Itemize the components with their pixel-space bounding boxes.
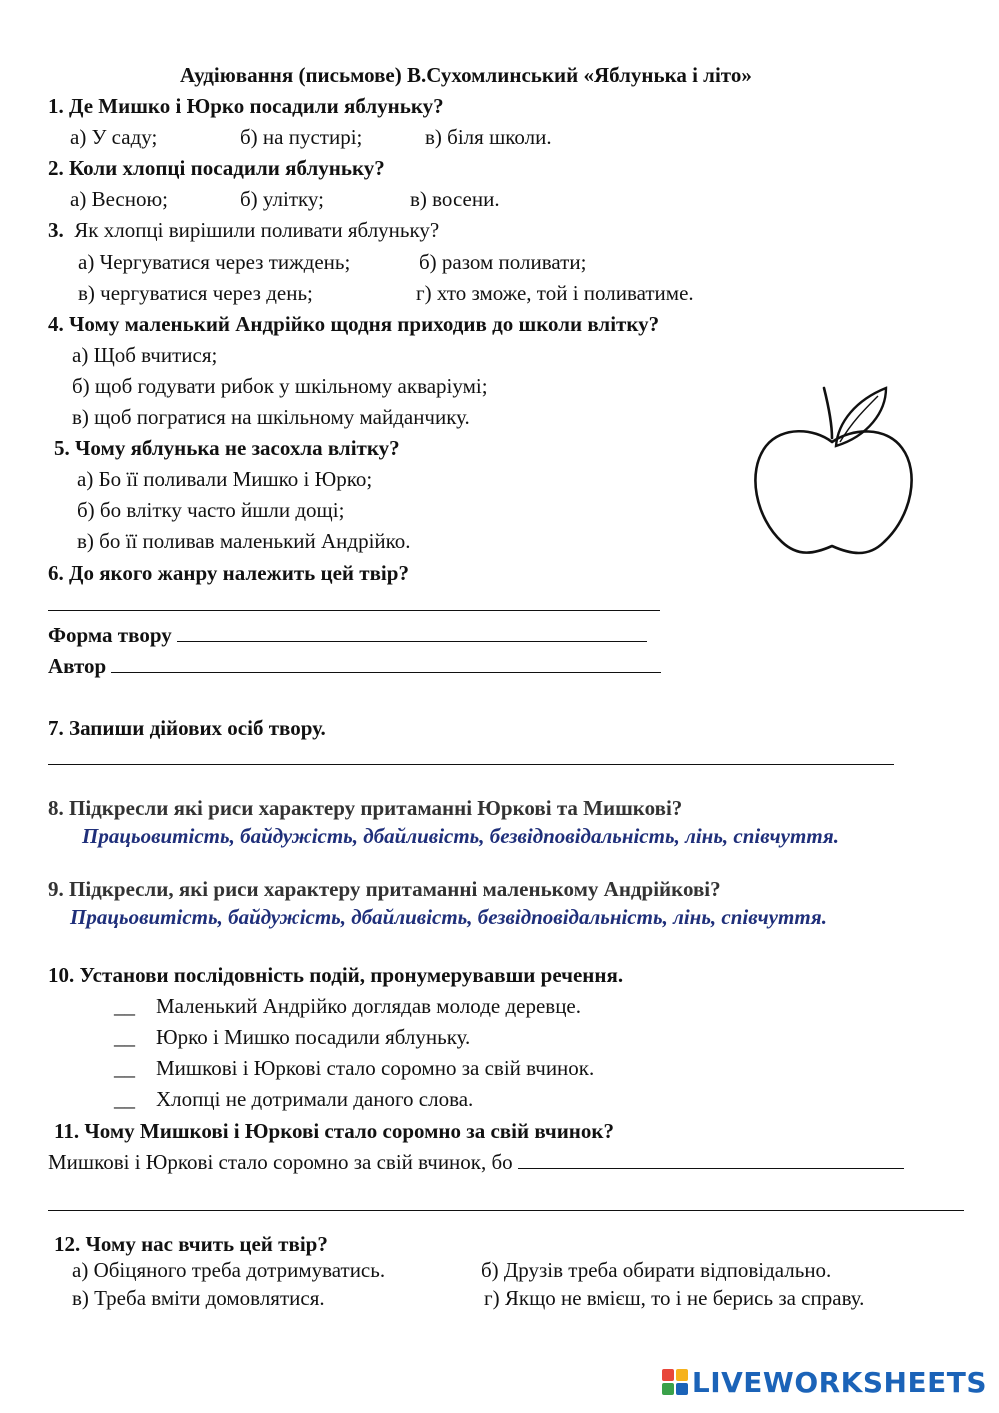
question-2-option-b: б) улітку; — [240, 187, 324, 211]
question-6-answer-line[interactable] — [48, 610, 660, 611]
question-1: 1. Де Мишко і Юрко посадили яблуньку? — [48, 94, 444, 118]
logo-text: LIVEWORKSHEETS — [691, 1365, 987, 1399]
question-2-option-a: а) Весною; — [70, 187, 168, 211]
question-5: 5. Чому яблунька не засохла влітку? — [54, 436, 400, 460]
sequence-text: Маленький Андрійко доглядав молоде деревце. — [156, 994, 582, 1018]
author-label: Автор — [48, 654, 107, 678]
question-3-text: Як хлопці вирішили поливати яблуньку? — [74, 218, 440, 242]
liveworksheets-logo — [662, 1365, 987, 1399]
question-12-option-b: б) Друзів треба обирати відповідально. — [481, 1258, 832, 1282]
question-10: 10. Установи послідовність подій, пронумерувавши речення. — [48, 963, 624, 987]
question-4: 4. Чому маленький Андрійко щодня приходив до школи влітку? — [48, 312, 660, 336]
question-5-option-b: б) бо влітку часто йшли дощі; — [77, 498, 345, 522]
question-8: 8. Підкресли які риси характеру притаманні Юркові та Мишкові? — [48, 796, 683, 820]
question-3-option-c: в) чергуватися через день; — [78, 281, 313, 305]
question-11-answer-start: Мишкові і Юркові стало соромно за свій вчинок, бо — [48, 1150, 513, 1174]
logo-mark-square — [676, 1369, 688, 1381]
question-3-number: 3. — [48, 218, 64, 242]
logo-mark-square — [662, 1383, 674, 1395]
question-9: 9. Підкресли, які риси характеру притаманні маленькому Андрійкові? — [48, 877, 721, 901]
question-3-option-a: а) Чергуватися через тиждень; — [78, 250, 351, 274]
sequence-text: Хлопці не дотримали даного слова. — [156, 1087, 474, 1111]
question-7-answer-line[interactable] — [48, 764, 894, 765]
form-label: Форма твору — [48, 623, 172, 647]
question-4-option-b: б) щоб годувати рибок у шкільному акваріумі; — [72, 374, 488, 398]
question-6: 6. До якого жанру належить цей твір? — [48, 561, 409, 585]
question-11-answer-line[interactable] — [518, 1150, 904, 1169]
question-1-option-b: б) на пустирі; — [240, 125, 363, 149]
question-5-option-a: а) Бо її поливали Мишко і Юрко; — [77, 467, 373, 491]
question-12-option-c: в) Треба вміти домовлятися. — [72, 1286, 325, 1310]
question-11: 11. Чому Мишкові і Юркові стало соромно за свій вчинок? — [54, 1119, 614, 1143]
sequence-text: Мишкові і Юркові стало соромно за свій вчинок. — [156, 1056, 595, 1080]
question-3 — [48, 217, 439, 243]
question-9-traits[interactable]: Працьовитість, байдужість, дбайливість, безвідповідальність, лінь, співчуття. — [70, 905, 827, 929]
question-7: 7. Запиши дійових осіб твору. — [48, 716, 326, 740]
logo-mark-square — [662, 1369, 674, 1381]
sequence-item — [114, 993, 581, 1019]
logo-mark-square — [676, 1383, 688, 1395]
question-2-option-c: в) восени. — [410, 187, 500, 211]
question-12-option-d: г) Якщо не вмієш, то і не берись за справу. — [484, 1286, 865, 1310]
sequence-blank[interactable]: __ — [114, 994, 135, 1018]
question-1-option-a: а) У саду; — [70, 125, 158, 149]
author-answer-line[interactable] — [111, 654, 661, 673]
question-6-author-row — [48, 653, 661, 679]
sequence-item — [114, 1086, 473, 1112]
apple-icon — [752, 382, 918, 562]
question-12: 12. Чому нас вчить цей твір? — [54, 1232, 328, 1256]
question-8-traits[interactable]: Працьовитість, байдужість, дбайливість, безвідповідальність, лінь, співчуття. — [82, 824, 839, 848]
question-11-answer-line-2[interactable] — [48, 1210, 964, 1211]
question-1-option-c: в) біля школи. — [425, 125, 552, 149]
question-3-option-d: г) хто зможе, той і поливатиме. — [416, 281, 694, 305]
sequence-blank[interactable]: __ — [114, 1056, 135, 1080]
sequence-item — [114, 1055, 594, 1081]
question-6-form-row — [48, 622, 647, 648]
logo-mark-icon — [662, 1369, 688, 1395]
question-4-option-a: а) Щоб вчитися; — [72, 343, 218, 367]
sequence-blank[interactable]: __ — [114, 1087, 135, 1111]
question-3-option-b: б) разом поливати; — [419, 250, 587, 274]
sequence-blank[interactable]: __ — [114, 1025, 135, 1049]
question-5-option-c: в) бо її поливав маленький Андрійко. — [77, 529, 411, 553]
form-answer-line[interactable] — [177, 623, 647, 642]
question-4-option-c: в) щоб погратися на шкільному майданчику. — [72, 405, 470, 429]
question-12-option-a: а) Обіцяного треба дотримуватись. — [72, 1258, 386, 1282]
sequence-item — [114, 1024, 470, 1050]
question-11-answer-row — [48, 1149, 904, 1175]
question-2: 2. Коли хлопці посадили яблуньку? — [48, 156, 385, 180]
worksheet-title: Аудіювання (письмове) В.Сухомлинський «Яблунька і літо» — [180, 63, 752, 87]
sequence-text: Юрко і Мишко посадили яблуньку. — [156, 1025, 471, 1049]
